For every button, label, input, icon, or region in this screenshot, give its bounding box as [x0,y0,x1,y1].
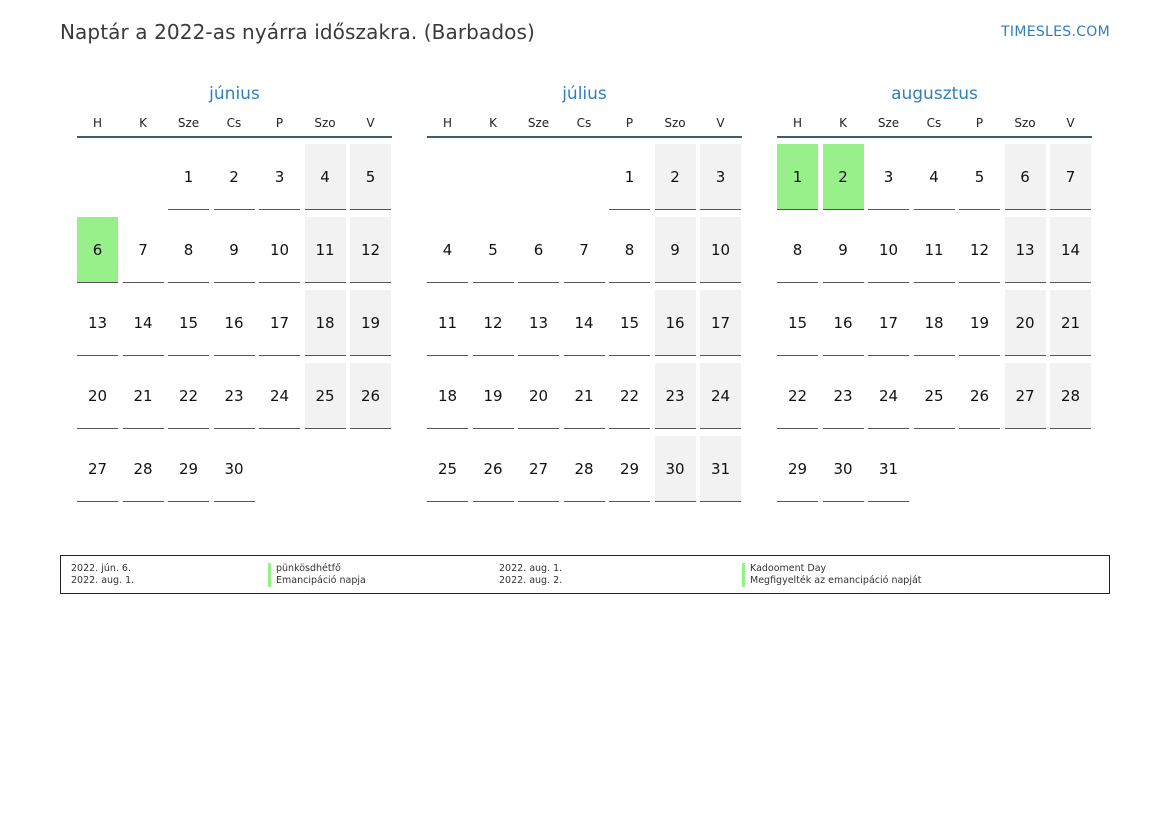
weekday-label: K [139,116,147,130]
weekday-header [427,112,742,138]
day-cell: 26 [473,436,514,502]
day-cell: 25 [427,436,468,502]
weekday-label: Sze [527,116,550,130]
day-cell: 16 [214,290,255,356]
legend-holiday-name: Emancipáció napja [276,575,366,586]
day-cell: 3 [868,144,909,210]
day-cell: 4 [914,144,955,210]
legend-date: 2022. aug. 2. [499,575,563,586]
day-cell: 2 [214,144,255,210]
day-cell: 2 [655,144,696,210]
day-cell: 7 [564,217,605,283]
day-cell: 16 [655,290,696,356]
day-cell: 3 [700,144,741,210]
day-cell: 27 [518,436,559,502]
day-cell: 22 [168,363,209,429]
day-cell: 13 [77,290,118,356]
day-cell: 14 [1050,217,1091,283]
day-cell: 10 [868,217,909,283]
day-cell: 6 [1005,144,1046,210]
weekday-label: Szo [314,116,336,130]
day-cell: 19 [473,363,514,429]
day-cell: 28 [123,436,164,502]
legend-date: 2022. aug. 1. [499,563,563,574]
weekday-label: Szo [1014,116,1036,130]
day-cell: 30 [655,436,696,502]
day-cell: 20 [77,363,118,429]
day-cell: 26 [350,363,391,429]
weekday-label: H [792,116,803,130]
holiday-marker [268,563,271,575]
weekday-label: V [1066,116,1075,130]
day-cell: 16 [823,290,864,356]
day-cell: 23 [214,363,255,429]
holiday-legend [60,555,1110,594]
day-cell: 13 [518,290,559,356]
day-cell: 23 [823,363,864,429]
day-cell-holiday: 6 [77,217,118,283]
day-cell: 7 [1050,144,1091,210]
day-cell: 14 [564,290,605,356]
legend-holiday-name: pünkösdhétfő [276,563,341,574]
day-cell: 5 [350,144,391,210]
day-grid [777,138,1092,508]
day-cell: 27 [1005,363,1046,429]
day-cell: 29 [609,436,650,502]
weekday-label: V [366,116,375,130]
weekday-header [777,112,1092,138]
weekday-label: K [489,116,497,130]
day-cell: 5 [959,144,1000,210]
weekday-label: P [975,116,984,130]
weekday-label: Cs [226,116,242,130]
month-august [777,82,1092,508]
day-cell: 24 [868,363,909,429]
day-cell: 31 [700,436,741,502]
day-cell: 8 [609,217,650,283]
day-cell: 30 [823,436,864,502]
day-cell: 11 [305,217,346,283]
weekday-label: Szo [664,116,686,130]
holiday-marker [742,563,745,575]
day-cell: 10 [259,217,300,283]
legend-holiday-name: Kadooment Day [750,563,827,574]
day-cell: 25 [305,363,346,429]
legend-date: 2022. jún. 6. [71,563,132,574]
month-name: augusztus [891,84,978,104]
month-june [77,82,392,508]
month-july [427,82,742,508]
day-cell-holiday: 1 [777,144,818,210]
day-cell: 14 [123,290,164,356]
day-cell: 30 [214,436,255,502]
day-cell: 15 [777,290,818,356]
day-cell: 1 [609,144,650,210]
day-cell: 26 [959,363,1000,429]
day-cell: 20 [1005,290,1046,356]
weekday-label: P [275,116,284,130]
day-cell: 12 [350,217,391,283]
day-cell: 15 [168,290,209,356]
weekday-label: Cs [576,116,592,130]
day-cell: 15 [609,290,650,356]
day-cell: 31 [868,436,909,502]
day-cell: 5 [473,217,514,283]
day-cell: 19 [959,290,1000,356]
day-cell: 1 [168,144,209,210]
day-cell: 27 [77,436,118,502]
day-cell: 6 [518,217,559,283]
holiday-marker [268,575,271,587]
day-cell: 20 [518,363,559,429]
day-cell: 22 [777,363,818,429]
day-cell: 11 [914,217,955,283]
day-cell: 29 [168,436,209,502]
day-cell: 3 [259,144,300,210]
day-cell: 25 [914,363,955,429]
day-cell: 11 [427,290,468,356]
weekday-label: H [92,116,103,130]
day-cell-holiday: 2 [823,144,864,210]
day-cell: 18 [914,290,955,356]
legend-date: 2022. aug. 1. [71,575,135,586]
weekday-label: Sze [177,116,200,130]
day-cell: 18 [305,290,346,356]
weekday-header [77,112,392,138]
weekday-label: Sze [877,116,900,130]
day-cell: 8 [168,217,209,283]
month-name: június [209,84,260,104]
weekday-label: Cs [926,116,942,130]
day-cell: 29 [777,436,818,502]
page-title: Naptár a 2022-as nyárra időszakra. (Barbados) [60,20,535,44]
day-cell: 21 [123,363,164,429]
day-cell: 8 [777,217,818,283]
legend-holiday-name: Megfigyelték az emancipáció napját [750,575,922,586]
day-cell: 21 [1050,290,1091,356]
day-cell: 12 [473,290,514,356]
day-cell: 7 [123,217,164,283]
day-cell: 4 [427,217,468,283]
day-cell: 12 [959,217,1000,283]
day-cell: 24 [259,363,300,429]
day-cell: 22 [609,363,650,429]
holiday-marker [742,575,745,587]
day-cell: 17 [868,290,909,356]
month-name: július [562,84,607,104]
day-grid [77,138,392,508]
day-cell: 18 [427,363,468,429]
day-cell: 19 [350,290,391,356]
day-cell: 21 [564,363,605,429]
weekday-label: K [839,116,847,130]
day-cell: 10 [700,217,741,283]
weekday-label: V [716,116,725,130]
day-cell: 23 [655,363,696,429]
day-cell: 13 [1005,217,1046,283]
day-cell: 4 [305,144,346,210]
day-grid [427,138,742,508]
day-cell: 9 [655,217,696,283]
day-cell: 24 [700,363,741,429]
day-cell: 17 [259,290,300,356]
day-cell: 9 [823,217,864,283]
day-cell: 17 [700,290,741,356]
brand-link[interactable]: TIMESLES.COM [1001,24,1110,40]
day-cell: 9 [214,217,255,283]
day-cell: 28 [1050,363,1091,429]
weekday-label: P [625,116,634,130]
day-cell: 28 [564,436,605,502]
weekday-label: H [442,116,453,130]
